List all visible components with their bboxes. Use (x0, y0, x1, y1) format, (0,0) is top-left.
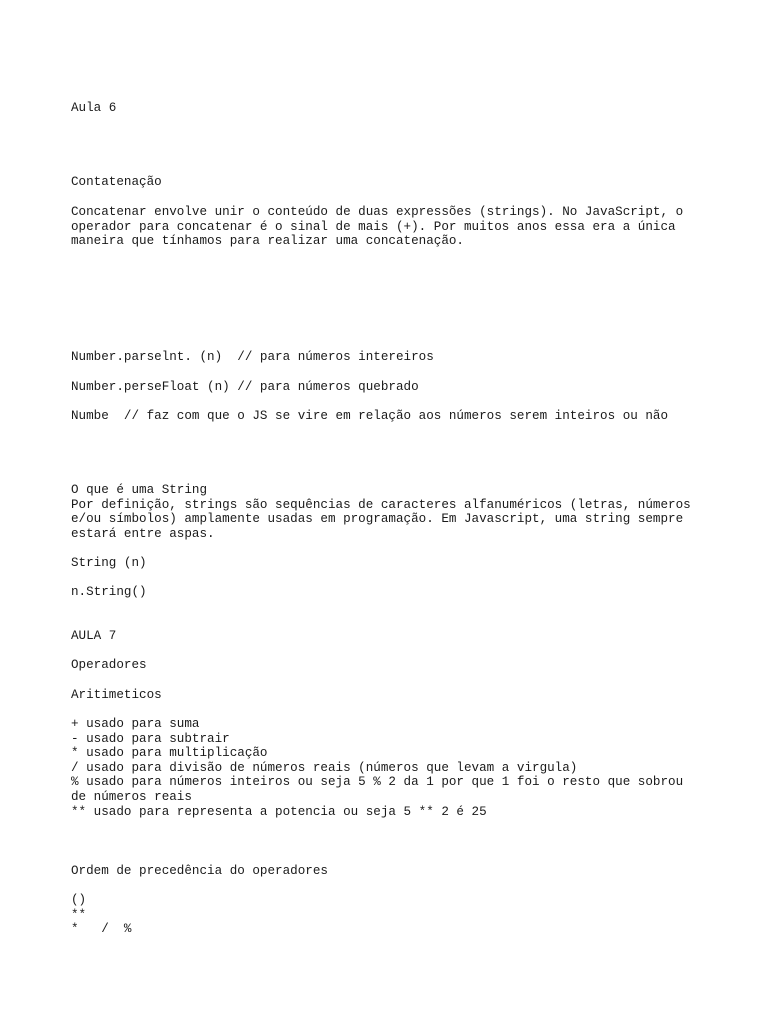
concatenation-paragraph-line: maneira que tínhamos para realizar uma concatenação. (71, 234, 464, 249)
operator-line: de números reais (71, 790, 192, 804)
string-paragraph-line: e/ou símbolos) amplamente usadas em programação. Em Javascript, uma string sempre (71, 512, 684, 527)
string-paragraph-line: Por definição, strings são sequências de caracteres alfanuméricos (letras, números (71, 497, 691, 512)
concatenation-heading: Contatenação (71, 175, 162, 189)
concatenation-paragraph-line: Concatenar envolve unir o conteúdo de duas expressões (strings). No JavaScript, o (71, 205, 684, 219)
operator-line: % usado para números inteiros ou seja 5 % 2 da 1 por que 1 foi o resto que sobrou (71, 775, 684, 790)
string-paragraph-line: estará entre aspas. (71, 526, 215, 541)
precedence-line: * / % (71, 922, 132, 937)
precedence-line: () (71, 893, 87, 907)
parseint-line: Number.parselnt. (n) // para números intereiros (71, 350, 434, 364)
operator-line: * usado para multiplicação (71, 746, 268, 761)
string-function-line: String (n) (71, 556, 147, 570)
precedence-heading: Ordem de precedência do operadores (71, 864, 328, 878)
operator-line: + usado para suma (71, 717, 200, 731)
operators-heading: Operadores (71, 658, 147, 672)
string-heading: O que é uma String (71, 483, 208, 497)
parsefloat-line: Number.perseFloat (n) // para números quebrado (71, 380, 419, 394)
number-line: Numbe // faz com que o JS se vire em relação aos números serem inteiros ou não (71, 409, 669, 423)
operator-line: - usado para subtrair (71, 731, 230, 746)
lesson-6-title: Aula 6 (71, 101, 117, 115)
concatenation-paragraph-line: operador para concatenar é o sinal de mais (+). Por muitos anos essa era a única (71, 219, 676, 234)
operator-line: / usado para divisão de números reais (números que levam a virgula) (71, 760, 578, 775)
string-method-line: n.String() (71, 585, 147, 599)
operator-line: ** usado para representa a potencia ou seja 5 ** 2 é 25 (71, 804, 487, 819)
precedence-line: ** (71, 907, 87, 922)
arithmetic-heading: Aritimeticos (71, 688, 162, 702)
lesson-7-title: AULA 7 (71, 629, 117, 643)
